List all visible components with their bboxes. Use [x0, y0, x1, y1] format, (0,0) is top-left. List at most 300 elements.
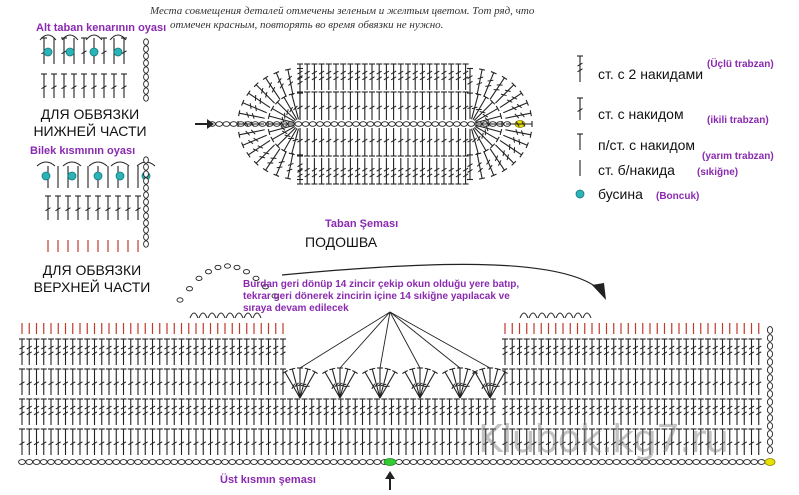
chain-stitch	[295, 122, 302, 127]
stitch-symbol	[215, 339, 221, 365]
stitch-symbol	[135, 196, 141, 220]
stitch-symbol	[396, 429, 402, 455]
stitch-stem	[475, 372, 490, 398]
stitch-symbol	[70, 369, 76, 395]
stitch-symbol	[410, 399, 416, 425]
stitch-stem	[285, 372, 300, 398]
stitch-symbol	[389, 399, 395, 425]
stitch-symbol	[150, 369, 156, 395]
stitch-symbol	[448, 64, 454, 90]
sole-chart	[209, 64, 532, 184]
chain-stitch	[410, 122, 417, 127]
stitch-symbol	[84, 369, 90, 395]
stitch-symbol	[439, 399, 445, 425]
chain-stitch	[425, 460, 432, 465]
stitch-symbol	[285, 69, 296, 96]
stitch-symbol	[244, 429, 250, 455]
stitch-symbol	[493, 143, 516, 166]
chain-stitch	[144, 39, 149, 45]
chain-stitch	[77, 460, 84, 465]
stitch-yarn-over	[517, 103, 522, 109]
chain-stitch	[144, 192, 149, 198]
stitch-symbol	[179, 339, 185, 365]
chain-stitch	[120, 460, 127, 465]
stitch-symbol	[319, 64, 325, 90]
chain-stitch	[417, 460, 424, 465]
stitch-symbol	[376, 64, 382, 90]
stitch-symbol	[222, 339, 228, 365]
chain-loop-arc	[190, 313, 198, 318]
stitch-symbol	[531, 369, 537, 395]
chain-stitch	[206, 270, 212, 274]
stitch-symbol	[309, 399, 315, 425]
stitch-symbol	[345, 429, 351, 455]
instruction-line-1: Burdan geri dönüp 14 zincir çekip okun olduğu yere batıp,	[243, 279, 520, 290]
stitch-symbol	[70, 429, 76, 455]
stitch-symbol	[222, 429, 228, 455]
stitch-symbol	[577, 56, 583, 82]
stitch-symbol	[297, 68, 303, 94]
stitch-top-bar	[369, 368, 375, 370]
stitch-symbol	[405, 92, 411, 120]
stitch-yarn-over	[483, 129, 488, 135]
stitch-symbol	[171, 399, 177, 425]
stitch-symbol	[546, 369, 552, 395]
stitch-symbol	[567, 339, 573, 365]
upper-title-tr: Üst kısmın şeması	[220, 474, 316, 486]
stitch-symbol	[412, 128, 418, 156]
stitch-symbol	[427, 92, 433, 120]
stitch-symbol	[75, 196, 81, 220]
stitch-symbol	[215, 399, 221, 425]
chain-stitch	[767, 335, 772, 342]
stitch-symbol	[77, 399, 83, 425]
chain-stitch	[367, 122, 374, 127]
chain-stitch	[751, 460, 758, 465]
chain-stitch	[229, 460, 236, 465]
stitch-symbol	[362, 64, 368, 90]
stitch-stem	[474, 127, 492, 145]
stitch-symbol	[311, 92, 317, 120]
stitch-symbol	[734, 369, 740, 395]
stitch-symbol	[398, 128, 404, 156]
stitch-symbol	[208, 399, 214, 425]
stitch-symbol	[662, 369, 668, 395]
stitch-stem	[503, 135, 527, 145]
chain-stitch	[135, 460, 142, 465]
bead-dot	[42, 172, 50, 180]
stitch-symbol	[727, 339, 733, 365]
stitch-symbol	[391, 128, 397, 156]
stitch-symbol	[311, 64, 317, 90]
stitch-symbol	[560, 339, 566, 365]
stitch-yarn-over	[271, 156, 277, 161]
stitch-top-bar	[289, 368, 295, 370]
stitch-symbol	[273, 369, 279, 395]
stitch-symbol	[340, 92, 346, 120]
stitch-symbol	[81, 38, 87, 64]
stitch-symbol	[34, 429, 40, 455]
stitch-symbol	[179, 429, 185, 455]
top-note	[150, 4, 670, 32]
stitch-top-bar	[268, 113, 270, 119]
bead-dot	[66, 48, 74, 56]
chain-stitch	[193, 460, 200, 465]
stitch-symbol	[425, 429, 431, 455]
stitch-symbol	[128, 339, 134, 365]
stitch-symbol	[63, 339, 69, 365]
stitch-symbol	[244, 369, 250, 395]
stitch-symbol	[157, 369, 163, 395]
stitch-symbol	[391, 64, 397, 90]
stitch-symbol	[266, 339, 272, 365]
stitch-symbol	[200, 339, 206, 365]
stitch-symbol	[242, 133, 268, 148]
stitch-symbol	[418, 399, 424, 425]
chain-stitch	[374, 460, 381, 465]
top-note-line-2: отмечен красным, повторять во время обвязки не нужно.	[170, 19, 444, 31]
stitch-symbol	[439, 429, 445, 455]
stitch-symbol	[287, 429, 293, 455]
stitch-stem	[239, 113, 265, 118]
stitch-symbol	[41, 429, 47, 455]
stitch-symbol	[360, 429, 366, 455]
chain-stitch	[767, 407, 772, 414]
chain-stitch	[324, 122, 331, 127]
stitch-symbol	[121, 429, 127, 455]
stitch-symbol	[222, 399, 228, 425]
stitch-symbol	[340, 64, 346, 90]
stitch-symbol	[589, 369, 595, 395]
stitch-symbol	[229, 369, 235, 395]
join-point-yellow	[765, 459, 775, 466]
stitch-symbol	[454, 429, 460, 455]
stitch-symbol	[200, 399, 206, 425]
chain-stitch	[33, 460, 40, 465]
stitch-symbol	[302, 429, 308, 455]
chain-stitch	[91, 460, 98, 465]
stitch-symbol	[419, 128, 425, 156]
picot-arc	[89, 162, 107, 166]
stitch-symbol	[662, 339, 668, 365]
stitch-symbol	[625, 339, 631, 365]
chain-stitch	[367, 460, 374, 465]
chain-stitch	[767, 399, 772, 406]
stitch-symbol	[331, 429, 337, 455]
stitch-symbol	[150, 399, 156, 425]
stitch-symbol	[142, 339, 148, 365]
stitch-yarn-over	[277, 78, 283, 83]
chain-stitch	[69, 460, 76, 465]
chain-stitch	[345, 460, 352, 465]
stitch-symbol	[125, 196, 131, 220]
chain-stitch	[251, 460, 258, 465]
stitch-symbol	[448, 92, 454, 120]
stitch-symbol	[756, 399, 762, 425]
stitch-symbol	[441, 128, 447, 156]
stitch-symbol	[654, 369, 660, 395]
chain-stitch	[453, 122, 460, 127]
chain-stitch	[113, 460, 120, 465]
stitch-symbol	[412, 64, 418, 90]
stitch-symbol	[454, 399, 460, 425]
chain-stitch	[280, 460, 287, 465]
chain-stitch	[222, 460, 229, 465]
pointer-line	[340, 312, 390, 368]
stitch-stem	[505, 130, 531, 135]
stitch-yarn-over	[271, 87, 277, 92]
chain-stitch	[359, 460, 366, 465]
chain-stitch	[301, 460, 308, 465]
stitch-symbol	[77, 429, 83, 455]
stitch-symbol	[360, 399, 366, 425]
chain-stitch	[767, 383, 772, 390]
stitch-yarn-over	[507, 144, 512, 150]
stitch-symbol	[106, 429, 112, 455]
stitch-symbol	[419, 64, 425, 90]
stitch-symbol	[142, 369, 148, 395]
stitch-symbol	[749, 339, 755, 365]
stitch-symbol	[553, 339, 559, 365]
stitch-symbol	[517, 339, 523, 365]
stitch-symbol	[294, 429, 300, 455]
stitch-symbol	[323, 429, 329, 455]
chain-stitch	[236, 460, 243, 465]
stitch-symbol	[244, 399, 250, 425]
stitch-symbol	[254, 143, 277, 166]
stitch-symbol	[229, 429, 235, 455]
chain-stitch	[225, 264, 231, 268]
chain-stitch	[272, 460, 279, 465]
stitch-yarn-over	[258, 144, 263, 150]
stitch-symbol	[63, 429, 69, 455]
stitch-symbol	[498, 91, 523, 110]
stitch-symbol	[467, 154, 473, 180]
stitch-symbol	[355, 92, 361, 120]
stitch-symbol	[347, 158, 353, 184]
stitch-symbol	[51, 74, 57, 98]
stitch-symbol	[171, 339, 177, 365]
stitch-symbol	[237, 429, 243, 455]
stitch-symbol	[756, 369, 762, 395]
stitch-symbol	[589, 339, 595, 365]
stitch-stem	[372, 369, 380, 398]
stitch-symbol	[251, 429, 257, 455]
stitch-symbol	[113, 399, 119, 425]
stitch-top-bar	[502, 168, 507, 171]
chain-stitch	[144, 164, 149, 170]
stitch-symbol	[625, 369, 631, 395]
stitch-symbol	[355, 158, 361, 184]
stitch-symbol	[403, 429, 409, 455]
stitch-symbol	[333, 128, 339, 156]
chain-stitch	[144, 241, 149, 247]
stitch-symbol	[376, 92, 382, 120]
stitch-yarn-over	[488, 78, 494, 83]
stitch-symbol	[362, 158, 368, 184]
chain-stitch	[144, 227, 149, 233]
stitch-symbol	[215, 369, 221, 395]
stitch-symbol	[157, 429, 163, 455]
stitch-symbol	[294, 399, 300, 425]
stitch-symbol	[352, 429, 358, 455]
stitch-symbol	[26, 369, 32, 395]
stitch-stem	[503, 103, 527, 113]
legend-label-bead: бусина	[598, 186, 643, 202]
stitch-symbol	[502, 100, 528, 115]
stitch-symbol	[280, 399, 286, 425]
stitch-top-bar	[479, 178, 485, 179]
stitch-symbol	[247, 138, 272, 157]
picot-arc	[37, 162, 55, 166]
chain-stitch	[330, 460, 337, 465]
stitch-symbol	[633, 369, 639, 395]
chain-stitch	[461, 460, 468, 465]
sole-edge-caption-line-1: ДЛЯ ОБВЯЗКИ	[40, 106, 140, 122]
chain-stitch	[461, 122, 468, 127]
stitch-symbol	[304, 92, 310, 120]
stitch-symbol	[65, 196, 71, 220]
chain-stitch	[144, 88, 149, 94]
stitch-symbol	[347, 128, 353, 156]
chain-stitch	[316, 460, 323, 465]
chain-stitch	[230, 122, 237, 127]
chain-stitch	[142, 460, 149, 465]
stitch-symbol	[101, 74, 107, 98]
stitch-stem	[292, 369, 300, 398]
stitch-symbol	[71, 74, 77, 98]
stitch-symbol	[575, 339, 581, 365]
stitch-symbol	[121, 339, 127, 365]
chain-stitch	[767, 439, 772, 446]
chain-stitch	[40, 460, 47, 465]
stitch-symbol	[676, 369, 682, 395]
stitch-symbol	[61, 74, 67, 98]
chain-stitch	[331, 122, 338, 127]
stitch-stem	[365, 372, 380, 398]
stitch-symbol	[654, 339, 660, 365]
chain-loop-arc	[226, 313, 234, 318]
stitch-symbol	[403, 399, 409, 425]
stitch-symbol	[121, 369, 127, 395]
stitch-top-bar	[345, 368, 351, 370]
stitch-symbol	[77, 339, 83, 365]
stitch-symbol	[311, 128, 317, 156]
chain-stitch	[389, 122, 396, 127]
pointer-line	[390, 312, 460, 368]
stitch-yarn-over	[507, 98, 512, 104]
chain-stitch	[468, 122, 475, 127]
stitch-symbol	[41, 369, 47, 395]
legend-tr-half: (yarım trabzan)	[702, 151, 774, 162]
stitch-symbol	[142, 399, 148, 425]
stitch-symbol	[474, 152, 485, 179]
stitch-symbol	[258, 369, 264, 395]
chain-stitch	[144, 53, 149, 59]
stitch-symbol	[575, 369, 581, 395]
stitch-symbol	[734, 339, 740, 365]
stitch-symbol	[455, 64, 461, 90]
stitch-symbol	[171, 429, 177, 455]
stitch-symbol	[383, 128, 389, 156]
stitch-symbol	[85, 196, 91, 220]
stitch-symbol	[164, 339, 170, 365]
stitch-symbol	[405, 158, 411, 184]
stitch-symbol	[647, 339, 653, 365]
stitch-top-bar	[409, 368, 415, 370]
chain-stitch	[439, 460, 446, 465]
chain-stitch	[234, 265, 240, 269]
stitch-symbol	[419, 92, 425, 120]
chain-stitch	[215, 265, 221, 269]
bead-dot	[576, 190, 584, 198]
bead-dot	[116, 172, 124, 180]
stitch-symbol	[691, 339, 697, 365]
stitch-symbol	[369, 128, 375, 156]
stitch-symbol	[367, 399, 373, 425]
stitch-stem	[276, 73, 286, 97]
chain-stitch	[432, 460, 439, 465]
stitch-symbol	[369, 64, 375, 90]
bead-dot	[44, 48, 52, 56]
stitch-symbol	[398, 92, 404, 120]
stitch-symbol	[319, 158, 325, 184]
stitch-symbol	[19, 429, 25, 455]
stitch-symbol	[258, 339, 264, 365]
stitch-top-bar	[475, 93, 481, 95]
stitch-symbol	[34, 369, 40, 395]
stitch-symbol	[106, 399, 112, 425]
chain-stitch	[767, 423, 772, 430]
stitch-symbol	[316, 429, 322, 455]
stitch-symbol	[106, 369, 112, 395]
stitch-symbol	[640, 369, 646, 395]
chain-stitch	[185, 460, 192, 465]
stitch-symbol	[70, 339, 76, 365]
stitch-symbol	[84, 399, 90, 425]
chain-stitch	[48, 460, 55, 465]
bead-dot	[94, 172, 102, 180]
stitch-stem	[276, 151, 286, 175]
stitch-symbol	[186, 399, 192, 425]
sole-edge-title-tr: Alt taban kenarının oyası	[36, 22, 167, 34]
stitch-symbol	[179, 369, 185, 395]
stitch-stem	[477, 70, 482, 96]
chain-stitch	[127, 460, 134, 465]
stitch-symbol	[326, 92, 332, 120]
stitch-yarn-over	[497, 82, 503, 87]
chain-stitch	[287, 460, 294, 465]
stitch-symbol	[374, 399, 380, 425]
stitch-symbol	[135, 399, 141, 425]
chain-stitch	[374, 122, 381, 127]
chain-loop-arc	[217, 313, 225, 318]
stitch-symbol	[418, 429, 424, 455]
stitch-symbol	[280, 339, 286, 365]
stitch-top-bar	[263, 76, 268, 79]
stitch-symbol	[273, 399, 279, 425]
chain-stitch	[244, 270, 250, 274]
stitch-top-bar	[502, 76, 507, 79]
stitch-yarn-over	[494, 87, 500, 92]
stitch-symbol	[55, 429, 61, 455]
stitch-symbol	[251, 339, 257, 365]
stitch-symbol	[34, 399, 40, 425]
stitch-symbol	[99, 369, 105, 395]
chain-stitch	[223, 122, 230, 127]
stitch-top-bar	[475, 153, 481, 155]
chain-stitch	[144, 220, 149, 226]
